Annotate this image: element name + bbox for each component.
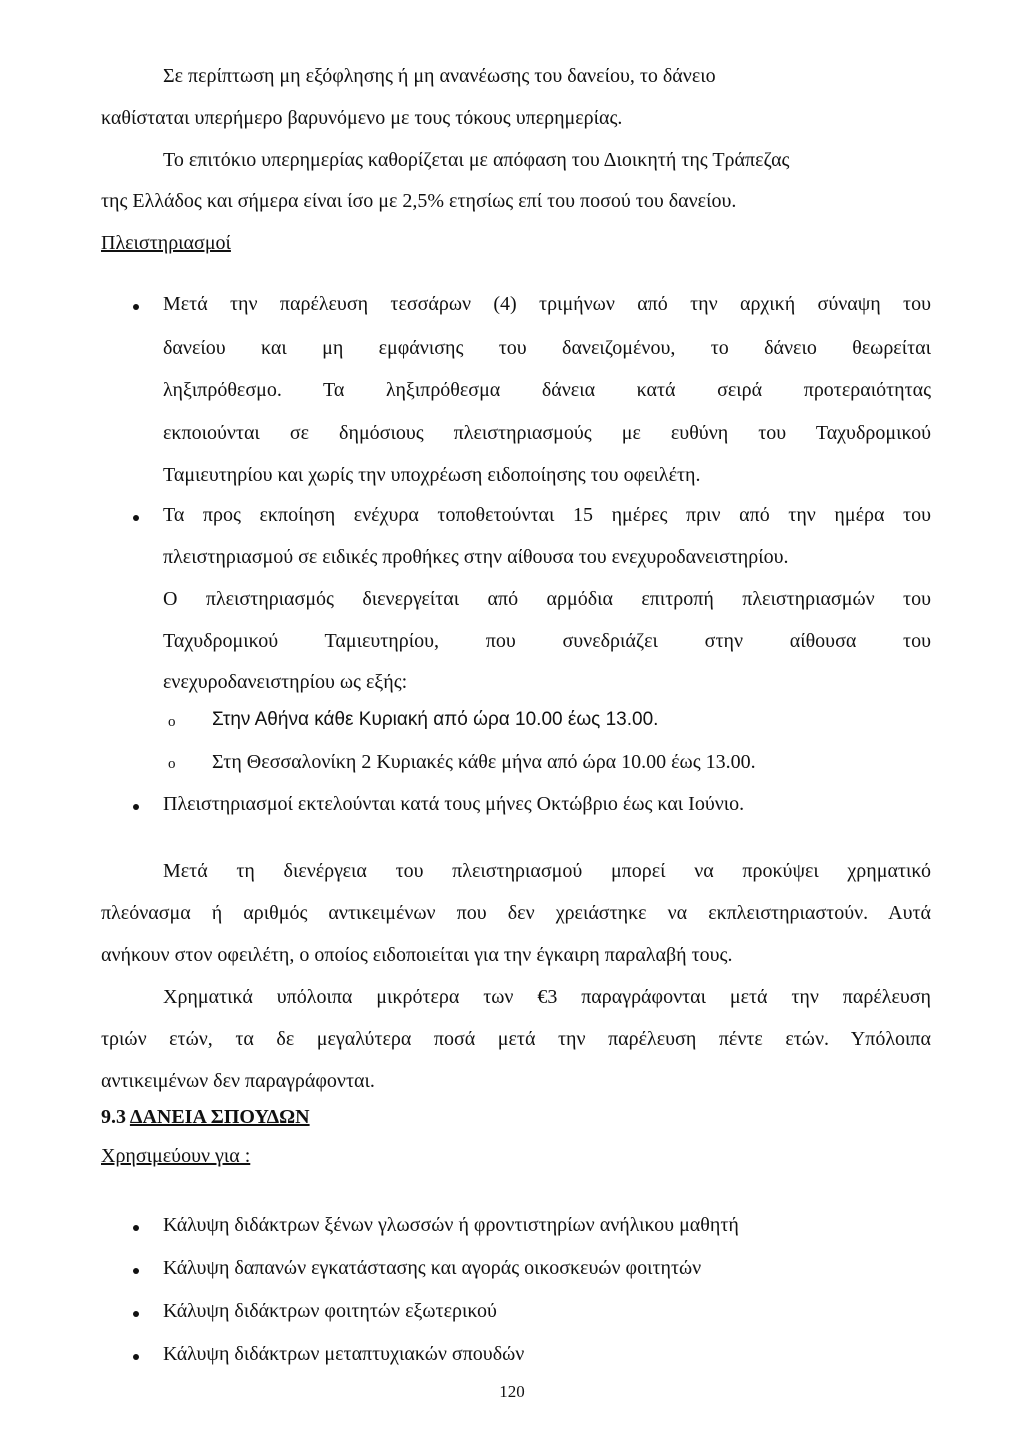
bullet-dot — [133, 1268, 139, 1274]
bullet2-line-1: Τα προς εκποίηση ενέχυρα τοποθετούνται 15 ημέρες πριν από την ημέρα του — [163, 504, 931, 526]
page-number: 120 — [499, 1382, 525, 1401]
sub-bullet-marker: o — [168, 714, 176, 730]
balances-line-2: τριών ετών, τα δε μεγαλύτερα ποσά μετά την παρέλευση πέντε ετών. Υπόλοιπα — [101, 1028, 931, 1050]
section-heading — [101, 1105, 310, 1129]
surplus-line-2: πλεόνασμα ή αριθμός αντικειμένων που δεν χρειάστηκε να εκπλειστηριαστούν. Αυτά — [101, 902, 931, 924]
balances-line-3: αντικειμένων δεν παραγράφονται. — [101, 1070, 375, 1092]
bullet-dot — [133, 1311, 139, 1317]
bullet1-line-1: Μετά την παρέλευση τεσσάρων (4) τριμήνων από την αρχική σύναψη του — [163, 293, 931, 315]
bullet-dot — [133, 1354, 139, 1360]
balances-line-1: Χρηματικά υπόλοιπα μικρότερα των €3 παραγράφονται μετά την παρέλευση — [163, 986, 931, 1008]
intro-line-3: Το επιτόκιο υπερημερίας καθορίζεται με απόφαση του Διοικητή της Τράπεζας — [163, 149, 790, 171]
surplus-line-3: ανήκουν στον οφειλέτη, ο οποίος ειδοποιείται για την έγκαιρη παραλαβή τους. — [101, 944, 733, 966]
bullet1-line-5: Ταμιευτηρίου και χωρίς την υποχρέωση ειδοποίησης του οφειλέτη. — [163, 464, 701, 486]
use-item: Κάλυψη διδάκτρων μεταπτυχιακών σπουδών — [163, 1343, 525, 1365]
use-item: Κάλυψη δαπανών εγκατάστασης και αγοράς οικοσκευών φοιτητών — [163, 1257, 702, 1279]
use-item: Κάλυψη διδάκτρων φοιτητών εξωτερικού — [163, 1300, 497, 1322]
auctions-heading: Πλειστηριασμοί — [101, 232, 231, 254]
uses-heading: Χρησιμεύουν για : — [101, 1145, 251, 1167]
section-number: 9.3 — [101, 1106, 126, 1128]
intro-line-1: Σε περίπτωση μη εξόφλησης ή μη ανανέωσης του δανείου, το δάνειο — [163, 65, 716, 87]
intro-line-4: της Ελλάδος και σήμερα είναι ίσο με 2,5% ετησίως επί του ποσού του δανείου. — [101, 190, 737, 212]
bullet1-line-3: ληξιπρόθεσμο. Τα ληξιπρόθεσμα δάνεια κατά σειρά προτεραιότητας — [163, 379, 931, 401]
bullet2-line-3: Ο πλειστηριασμός διενεργείται από αρμόδια επιτροπή πλειστηριασμών του — [163, 588, 931, 610]
use-item: Κάλυψη διδάκτρων ξένων γλωσσών ή φροντιστηρίων ανήλικου μαθητή — [163, 1214, 739, 1236]
bullet3-text: Πλειστηριασμοί εκτελούνται κατά τους μήνες Οκτώβριο έως και Ιούνιο. — [163, 793, 745, 815]
bullet-dot — [133, 1225, 139, 1231]
surplus-line-1: Μετά τη διενέργεια του πλειστηριασμού μπορεί να προκύψει χρηματικό — [163, 860, 931, 882]
sub-bullet-thessaloniki: Στη Θεσσαλονίκη 2 Κυριακές κάθε μήνα από ώρα 10.00 έως 13.00. — [212, 751, 756, 773]
bullet-dot — [133, 804, 139, 810]
bullet2-line-5: ενεχυροδανειστηρίου ως εξής: — [163, 671, 408, 693]
bullet1-line-2: δανείου και μη εμφάνισης του δανειζομένου, το δάνειο θεωρείται — [163, 337, 931, 359]
intro-line-2: καθίσταται υπερήμερο βαρυνόμενο με τους τόκους υπερημερίας. — [101, 107, 623, 129]
sub-bullet-marker: o — [168, 756, 176, 772]
bullet-dot — [133, 304, 139, 310]
section-title: ΔΑΝΕΙΑ ΣΠΟΥΔΩΝ — [129, 1106, 310, 1128]
bullet-dot — [133, 515, 139, 521]
sub-bullet-athens: Στην Αθήνα κάθε Κυριακή από ώρα 10.00 έως 13.00. — [212, 709, 659, 730]
bullet1-line-4: εκποιούνται σε δημόσιους πλειστηριασμούς με ευθύνη του Ταχυδρομικού — [163, 422, 931, 444]
bullet2-line-2: πλειστηριασμού σε ειδικές προθήκες στην αίθουσα του ενεχυροδανειστηρίου. — [163, 546, 789, 568]
bullet2-line-4: Ταχυδρομικού Ταμιευτηρίου, που συνεδριάζει στην αίθουσα του — [163, 630, 931, 652]
